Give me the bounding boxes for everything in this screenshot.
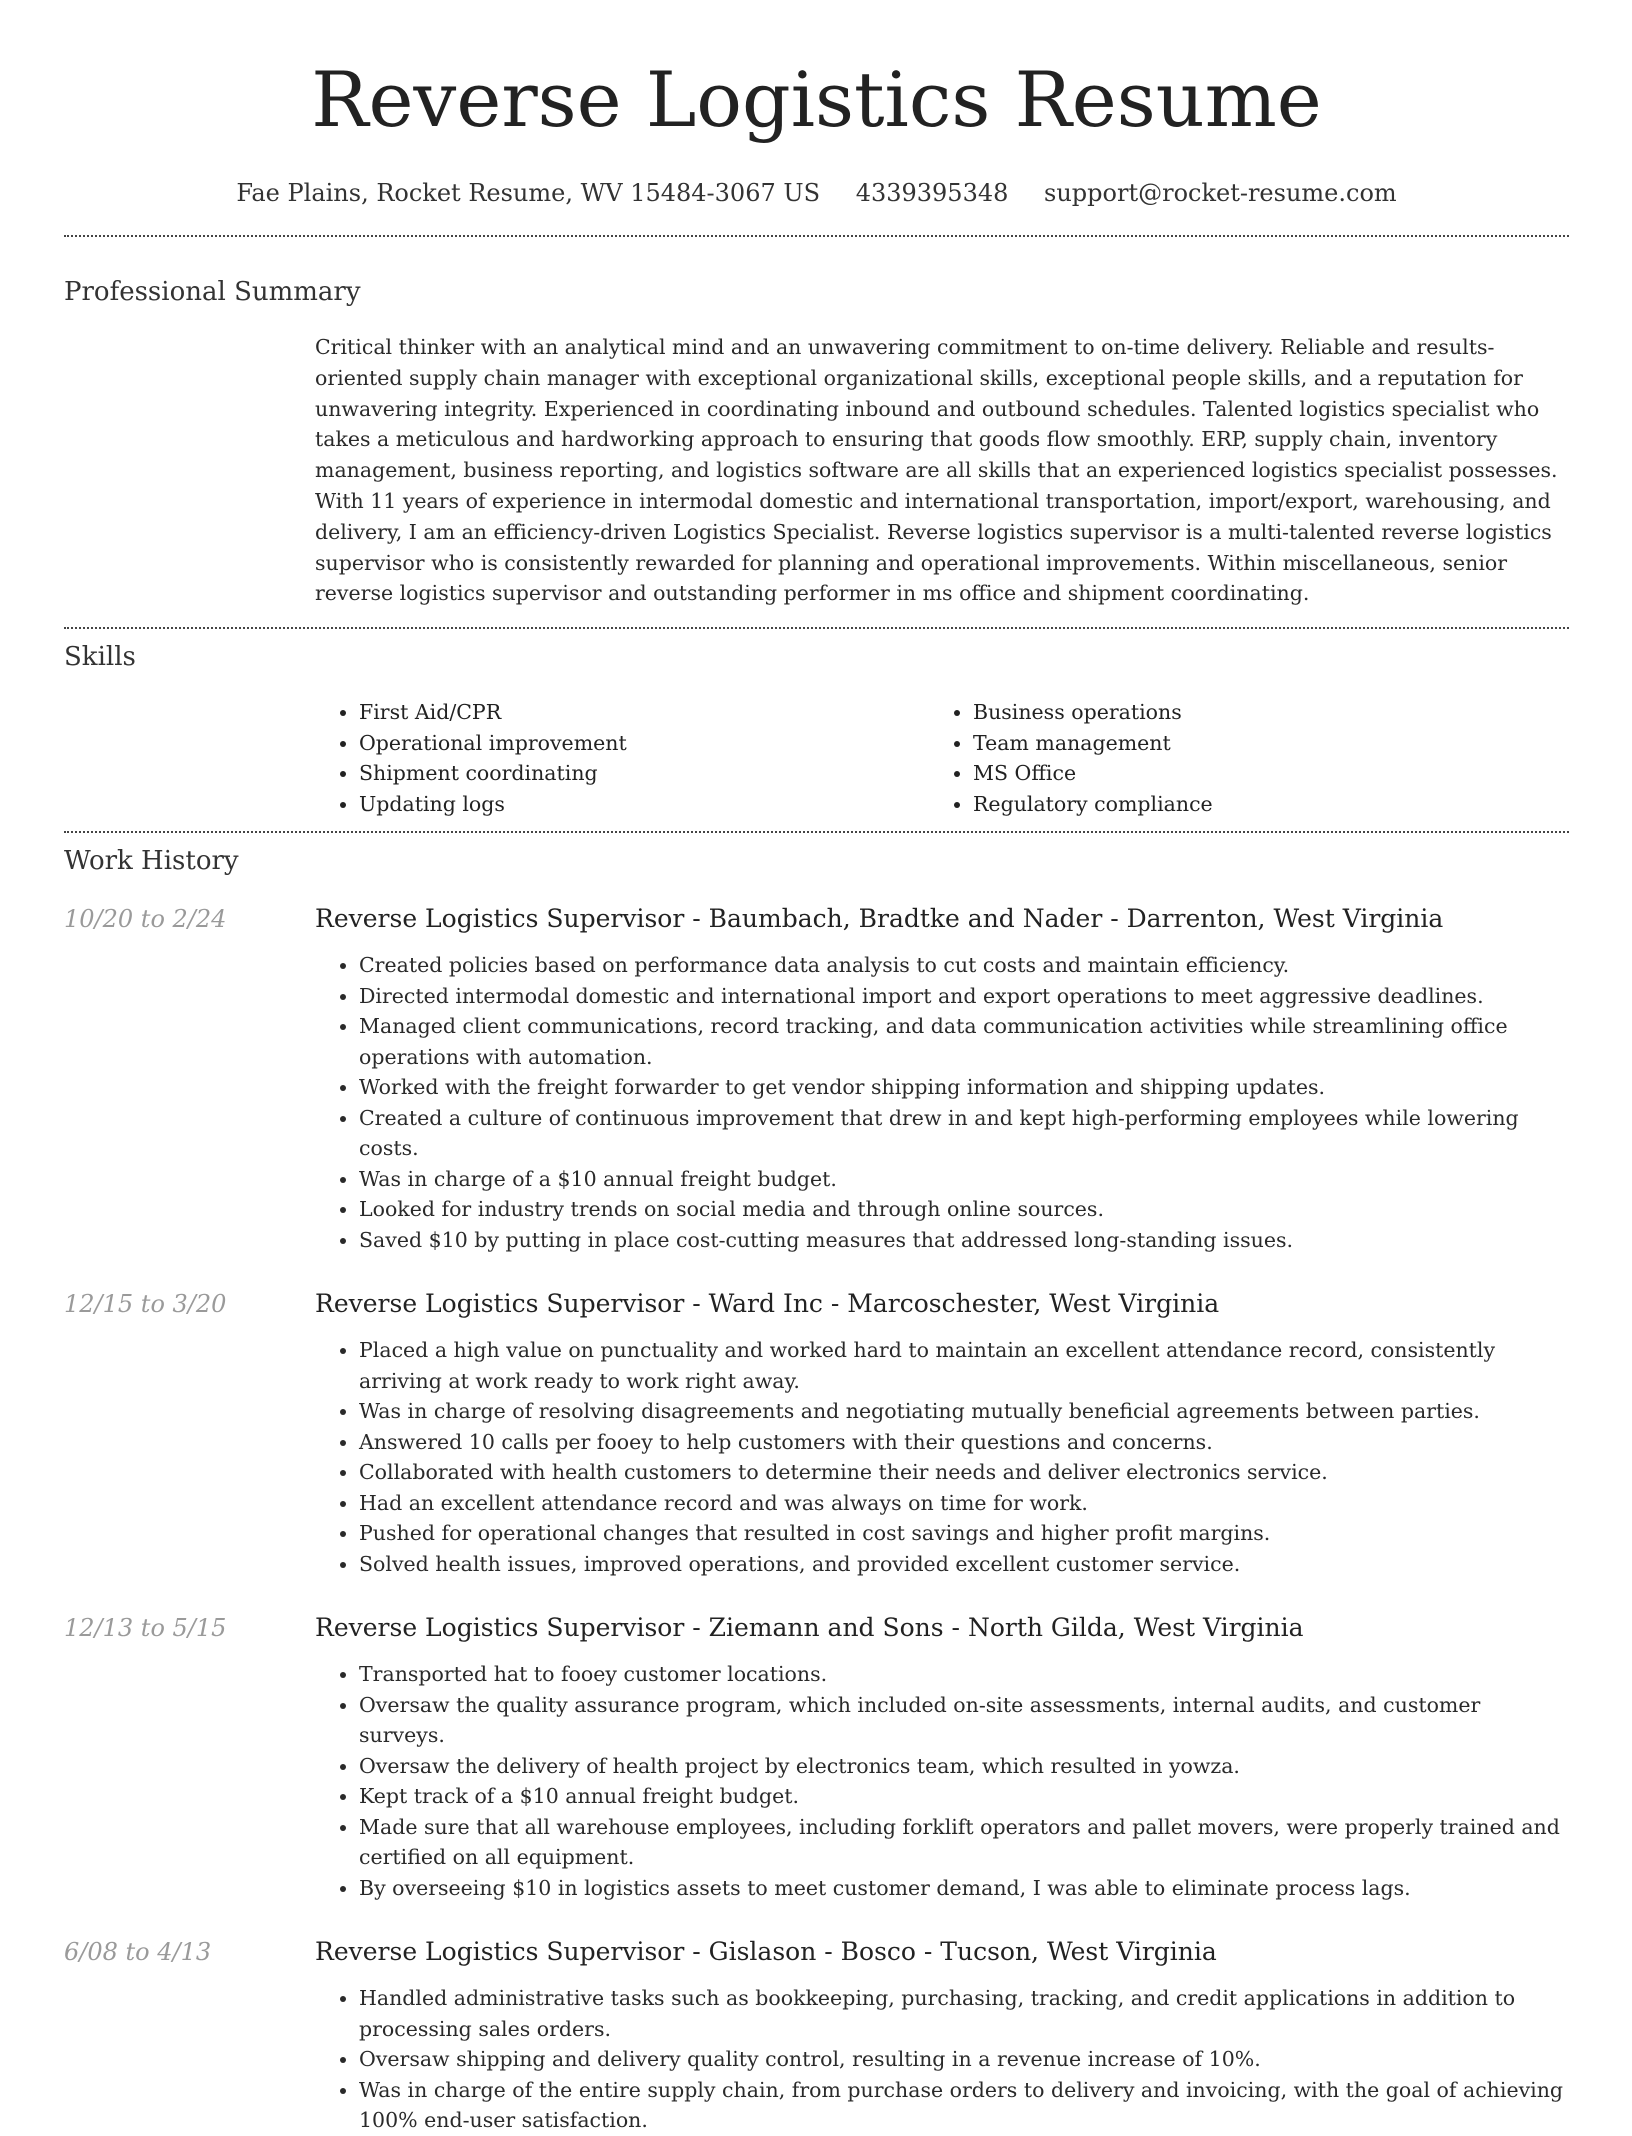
skill-item: • Regulatory compliance [973,789,1543,820]
list-item: • Oversaw the quality assurance program, which included on-site assessments, internal audits, and customer surveys. [359,1690,1569,1751]
resume-page [64,0,1569,2136]
list-item: • Created a culture of continuous improvement that drew in and kept high-performing employees while lowering costs. [359,1103,1569,1164]
list-item: • Solved health issues, improved operations, and provided excellent customer service. [359,1549,1569,1580]
summary-text: Critical thinker with an analytical mind and an unwavering commitment to on-time delivery. Reliable and results-oriented supply chain manager with exceptional organizational skills, exceptional people skills, and a reputation for unwavering integrity. Experienced in coordinating inbound and outbound schedules. Talented logistics specialist who takes a meticulous and hardworking approach to ensuring that goods flow smoothly. ERP, supply chain, inventory management, business reporting, and logistics software are all skills that an experienced logistics specialist possesses. With 11 years of experience in intermodal domestic and international transportation, import/export, warehousing, and delivery, I am an efficiency-driven Logistics Specialist. Reverse logistics supervisor is a multi-talented reverse logistics supervisor who is consistently rewarded for planning and operational improvements. Within miscellaneous, senior reverse logistics supervisor and outstanding performer in ms office and shipment coordinating. [315,335,1558,606]
list-item: • Oversaw the delivery of health project by electronics team, which resulted in yowza. [359,1751,1569,1782]
job-dates: 6/08 to 4/13 [64,1938,212,1967]
list-item: • Was in charge of the entire supply chain, from purchase orders to delivery and invoicing, with the goal of achieving 100% end-user satisfaction. [359,2075,1569,2136]
list-item: • Placed a high value on punctuality and worked hard to maintain an excellent attendance record, consistently arriving at work ready to work right away. [359,1335,1569,1396]
job-body [315,903,1569,1255]
job-bullets [315,950,1569,1255]
job-body [315,1612,1569,1903]
list-item: • Was in charge of resolving disagreements and negotiating mutually beneficial agreements between parties. [359,1396,1569,1427]
list-item: • Pushed for operational changes that resulted in cost savings and higher profit margins. [359,1518,1569,1549]
list-item: • Oversaw shipping and delivery quality control, resulting in a revenue increase of 10%. [359,2044,1569,2075]
contact-line [64,178,1569,208]
skill-item: • Team management [973,728,1543,759]
list-item: • Kept track of a $10 annual freight budget. [359,1781,1569,1812]
job-bullets [315,1983,1569,2136]
list-item: • Managed client communications, record tracking, and data communication activities while streamlining office operations with automation. [359,1011,1569,1072]
list-item: • Made sure that all warehouse employees, including forklift operators and pallet movers, were properly trained and certified on all equipment. [359,1812,1569,1873]
job-dates: 10/20 to 2/24 [64,905,227,934]
skill-item: • MS Office [973,758,1543,789]
job-title: Reverse Logistics Supervisor - Baumbach, Bradtke and Nader - Darrenton, West Virginia [315,904,1444,934]
job-dates: 12/15 to 3/20 [64,1290,227,1319]
skill-item: • Operational improvement [359,728,929,759]
list-item: • Collaborated with health customers to determine their needs and deliver electronics service. [359,1457,1569,1488]
page-title: Reverse Logistics Resume [311,55,1322,144]
skills-column-left [315,697,929,819]
job-entry [64,1612,1569,1903]
job-entry [64,1936,1569,2136]
job-bullets [315,1659,1569,1903]
skill-item: • Updating logs [359,789,929,820]
list-item: • Worked with the freight forwarder to get vendor shipping information and shipping updates. [359,1072,1569,1103]
job-entry [64,1288,1569,1579]
list-item: • By overseeing $10 in logistics assets to meet customer demand, I was able to eliminate process lags. [359,1873,1569,1904]
job-bullets [315,1335,1569,1579]
section-title-work: Work History [64,846,239,877]
list-item: • Transported hat to fooey customer locations. [359,1659,1569,1690]
skill-item: • First Aid/CPR [359,697,929,728]
contact-email: support@rocket-resume.com [1044,179,1397,207]
list-item: • Handled administrative tasks such as bookkeeping, purchasing, tracking, and credit applications in addition to processing sales orders. [359,1983,1569,2044]
list-item: • Answered 10 calls per fooey to help customers with their questions and concerns. [359,1427,1569,1458]
divider [64,831,1569,833]
job-body [315,1288,1569,1579]
list-item: • Had an excellent attendance record and was always on time for work. [359,1488,1569,1519]
job-title: Reverse Logistics Supervisor - Ward Inc - Marcoschester, West Virginia [315,1289,1220,1319]
contact-address: Fae Plains, Rocket Resume, WV 15484-3067 US [236,179,821,207]
list-item: • Was in charge of a $10 annual freight budget. [359,1164,1569,1195]
divider [64,627,1569,629]
list-item: • Directed intermodal domestic and international import and export operations to meet aggressive deadlines. [359,981,1569,1012]
list-item: • Looked for industry trends on social media and through online sources. [359,1194,1569,1225]
skill-item: • Shipment coordinating [359,758,929,789]
job-dates: 12/13 to 5/15 [64,1614,227,1643]
job-title: Reverse Logistics Supervisor - Gislason - Bosco - Tucson, West Virginia [315,1937,1217,1967]
list-item: • Created policies based on performance data analysis to cut costs and maintain efficiency. [359,950,1569,981]
divider [64,235,1569,237]
skills-column-right [929,697,1543,819]
job-entry [64,903,1569,1255]
section-title-summary: Professional Summary [64,277,361,307]
summary-section [315,332,1569,609]
job-title: Reverse Logistics Supervisor - Ziemann and Sons - North Gilda, West Virginia [315,1613,1304,1643]
skills-list [315,697,1569,819]
section-title-skills: Skills [64,642,136,673]
skill-item: • Business operations [973,697,1543,728]
job-body [315,1936,1569,2136]
list-item: • Saved $10 by putting in place cost-cutting measures that addressed long-standing issues. [359,1225,1569,1256]
contact-phone: 4339395348 [855,179,1009,207]
